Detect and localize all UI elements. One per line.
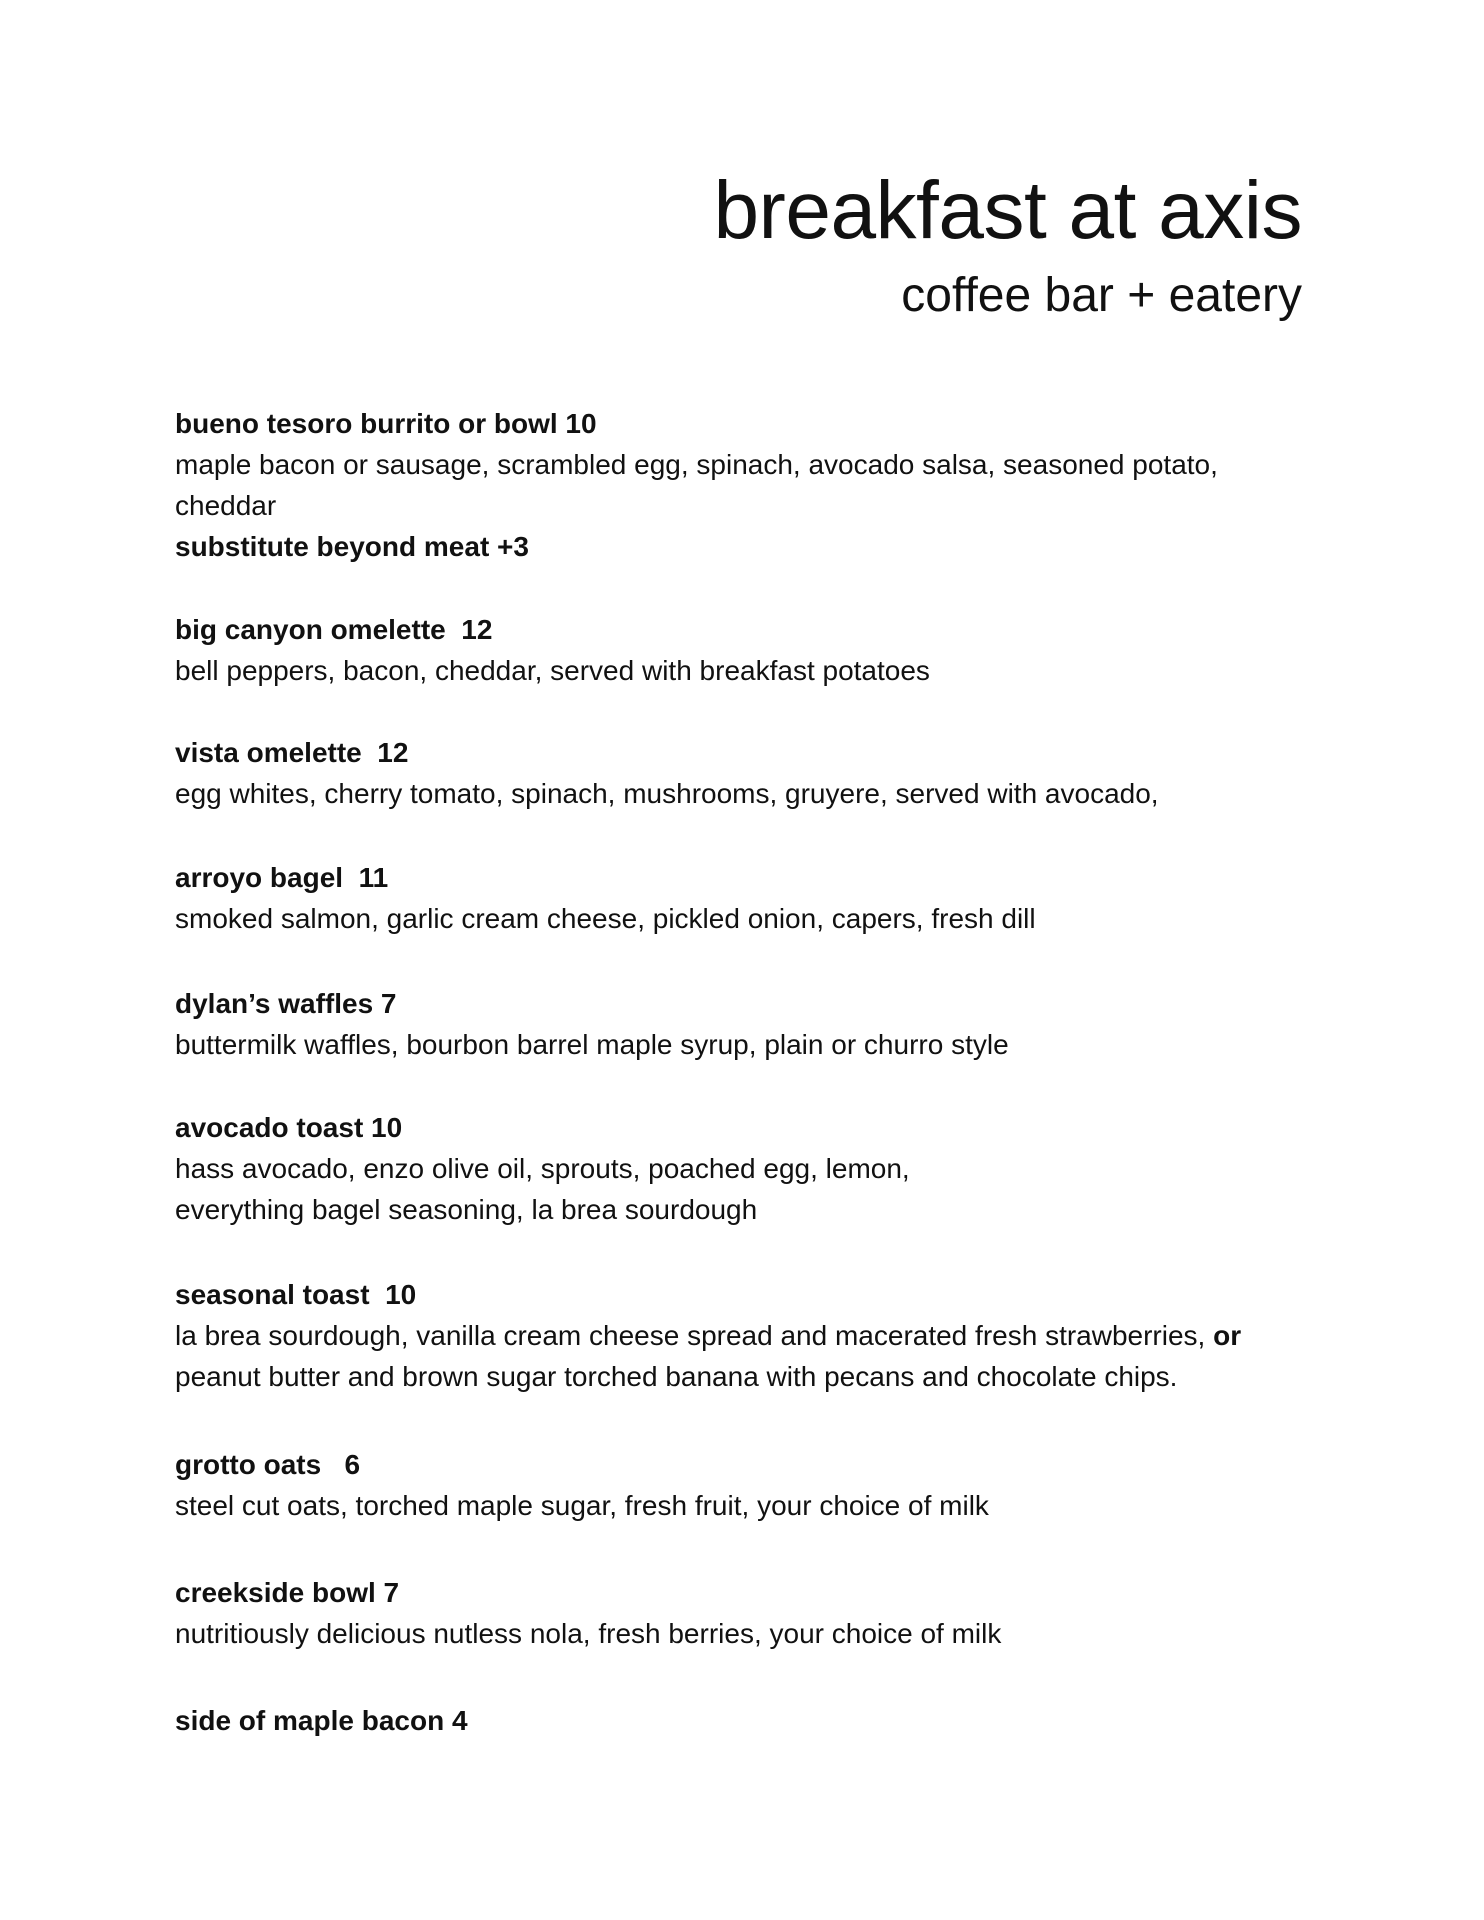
item-substitution-note: substitute beyond meat +3 — [175, 531, 529, 562]
menu-item — [175, 857, 1325, 939]
item-description-line: bell peppers, bacon, cheddar, served with breakfast potatoes — [175, 655, 930, 686]
item-name: dylan’s waffles 7 — [175, 988, 397, 1019]
item-description-or: or — [1213, 1320, 1242, 1351]
menu-header — [713, 165, 1302, 322]
menu-item — [175, 403, 1325, 567]
item-name: vista omelette 12 — [175, 737, 409, 768]
item-description-line: maple bacon or sausage, scrambled egg, spinach, avocado salsa, seasoned potato, — [175, 449, 1218, 480]
item-name: side of maple bacon 4 — [175, 1705, 468, 1736]
item-description-line: egg whites, cherry tomato, spinach, mushrooms, gruyere, served with avocado, — [175, 778, 1159, 809]
item-description — [175, 444, 1325, 526]
item-description — [175, 1024, 1325, 1065]
menu-title: breakfast at axis — [713, 165, 1302, 256]
item-name: seasonal toast 10 — [175, 1279, 417, 1310]
item-description — [175, 650, 1325, 691]
item-name: avocado toast 10 — [175, 1112, 403, 1143]
item-description-line: hass avocado, enzo olive oil, sprouts, poached egg, lemon, — [175, 1153, 910, 1184]
item-description-line: cheddar — [175, 490, 277, 521]
menu-item — [175, 1700, 1325, 1741]
item-description — [175, 1613, 1325, 1654]
item-name: arroyo bagel 11 — [175, 862, 389, 893]
item-description — [175, 1485, 1325, 1526]
menu-item — [175, 609, 1325, 691]
item-description-line: nutritiously delicious nutless nola, fresh berries, your choice of milk — [175, 1618, 1002, 1649]
item-description-line — [175, 1315, 1325, 1356]
item-description — [175, 1148, 1325, 1230]
menu-list — [175, 403, 1325, 1741]
item-name: big canyon omelette 12 — [175, 614, 493, 645]
item-description-line: steel cut oats, torched maple sugar, fresh fruit, your choice of milk — [175, 1490, 989, 1521]
item-description — [175, 773, 1325, 814]
item-description-line: smoked salmon, garlic cream cheese, pickled onion, capers, fresh dill — [175, 903, 1036, 934]
item-description-line: buttermilk waffles, bourbon barrel maple syrup, plain or churro style — [175, 1029, 1009, 1060]
menu-item — [175, 1572, 1325, 1654]
menu-item — [175, 1274, 1325, 1397]
item-name: creekside bowl 7 — [175, 1577, 400, 1608]
item-name: bueno tesoro burrito or bowl 10 — [175, 408, 597, 439]
item-description-part: la brea sourdough, vanilla cream cheese spread and macerated fresh strawberries, — [175, 1320, 1206, 1351]
menu-item — [175, 1444, 1325, 1526]
item-description — [175, 1315, 1325, 1397]
item-description-line: peanut butter and brown sugar torched banana with pecans and chocolate chips. — [175, 1361, 1178, 1392]
item-description — [175, 898, 1325, 939]
item-description-line: everything bagel seasoning, la brea sourdough — [175, 1194, 758, 1225]
menu-item — [175, 983, 1325, 1065]
menu-subtitle: coffee bar + eatery — [901, 269, 1302, 322]
item-name: grotto oats 6 — [175, 1449, 361, 1480]
menu-item — [175, 1107, 1325, 1230]
menu-item — [175, 732, 1325, 814]
